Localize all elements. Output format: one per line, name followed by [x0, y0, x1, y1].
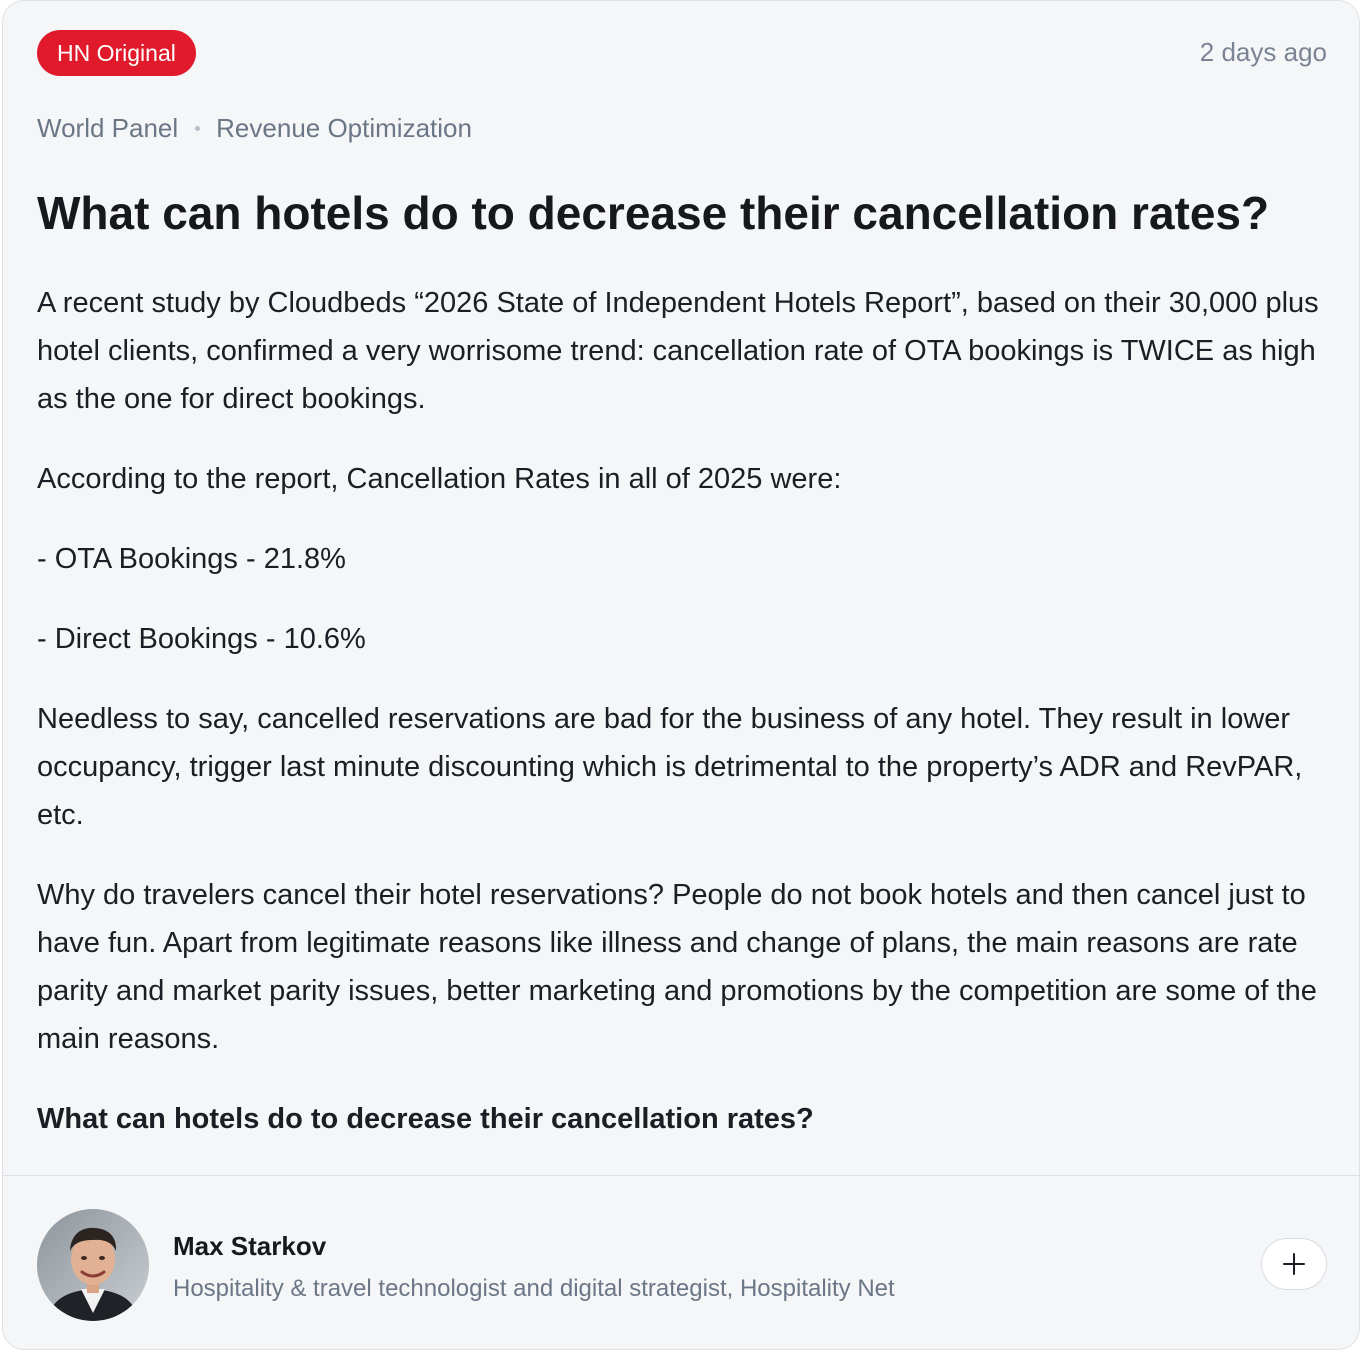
- hn-original-badge[interactable]: HN Original: [37, 30, 196, 76]
- article-paragraph: Why do travelers cancel their hotel reservations? People do not book hotels and then cancel just to have fun. Apart from legitimate reasons like illness and change of plans, the main reasons are rate parity and market parity issues, better marketing and promotions by the competition are some of the main reasons.: [37, 879, 1317, 1055]
- breadcrumb-world-panel[interactable]: World Panel: [37, 113, 179, 143]
- breadcrumb-revenue-optimization[interactable]: Revenue Optimization: [216, 113, 472, 143]
- article-list-item: - Direct Bookings - 10.6%: [37, 623, 366, 655]
- person-photo-icon: [37, 1209, 149, 1321]
- avatar[interactable]: [37, 1209, 149, 1321]
- author-section: [3, 1176, 1359, 1350]
- follow-button[interactable]: [1261, 1238, 1327, 1290]
- author-role: Hospitality & travel technologist and digital strategist, Hospitality Net: [173, 1275, 895, 1302]
- post-timestamp: 2 days ago: [1199, 37, 1327, 67]
- breadcrumb-separator-dot: [195, 126, 200, 131]
- article-body: [3, 1, 1359, 1175]
- article-content: [37, 279, 1332, 1175]
- author-name[interactable]: Max Starkov: [173, 1231, 327, 1261]
- breadcrumb: [37, 111, 472, 145]
- article-paragraph: According to the report, Cancellation Rates in all of 2025 were:: [37, 463, 842, 495]
- article-paragraph: A recent study by Cloudbeds “2026 State of Independent Hotels Report”, based on their 30,000 plus hotel clients, confirmed a very worrisome trend: cancellation rate of OTA bookings is TWICE as high as the one for direct bookings.: [37, 287, 1319, 415]
- article-paragraph: Needless to say, cancelled reservations are bad for the business of any hotel. They result in lower occupancy, trigger last minute discounting which is detrimental to the property’s ADR and RevPAR, etc.: [37, 703, 1303, 831]
- article-list-item: - OTA Bookings - 21.8%: [37, 543, 346, 575]
- plus-icon: [1283, 1253, 1305, 1275]
- article-title: What can hotels do to decrease their cancellation rates?: [37, 187, 1270, 239]
- closing-question: What can hotels do to decrease their cancellation rates?: [37, 1103, 814, 1135]
- article-card: [2, 0, 1360, 1350]
